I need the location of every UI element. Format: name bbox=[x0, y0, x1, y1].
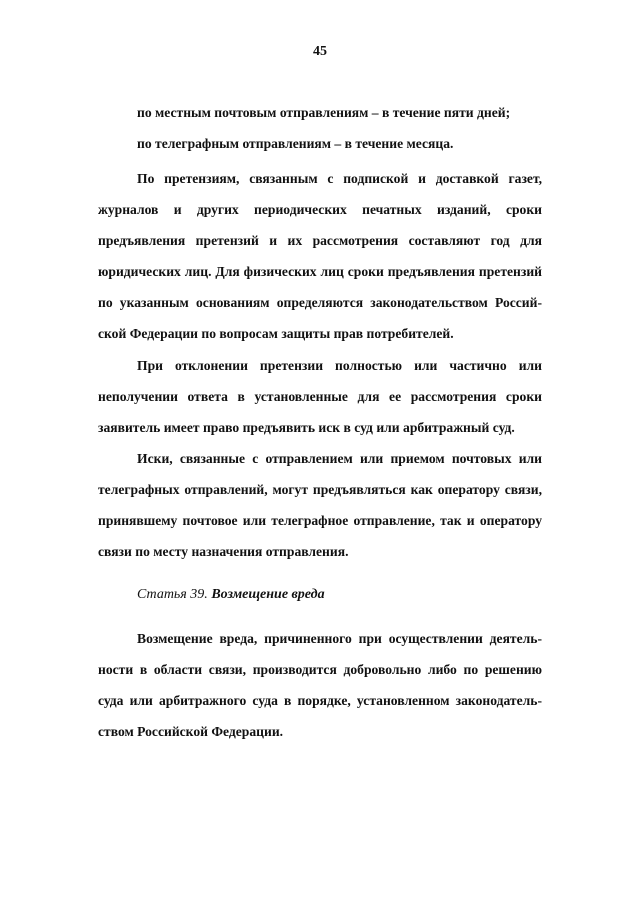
article-number: Статья 39. bbox=[137, 587, 208, 602]
paragraph-claim-rejection bbox=[98, 350, 542, 443]
text-line: заявитель имеет право предъявить иск в суд или арбитражный суд. bbox=[98, 420, 515, 435]
text-line: по местным почтовым отправлениям – в течение пяти дней; bbox=[137, 105, 511, 120]
text-line: юридических лиц. Для физических лиц сроки предъявления претензий bbox=[98, 264, 542, 279]
page-number: 45 bbox=[313, 44, 327, 59]
text-line: по указанным основаниям определяются законодательством Россий- bbox=[98, 295, 542, 310]
text-line: ской Федерации по вопросам защиты прав потребителей. bbox=[98, 326, 454, 341]
text-line: При отклонении претензии полностью или частично или bbox=[137, 358, 542, 373]
text-line: принявшему почтовое или телеграфное отправление, так и оператору bbox=[98, 513, 542, 528]
text-line: телеграфных отправлений, могут предъявляться как оператору связи, bbox=[98, 482, 542, 497]
text-line: предъявления претензий и их рассмотрения составляют год для bbox=[98, 233, 542, 248]
paragraph-damage-compensation bbox=[98, 623, 542, 747]
postal-terms-lines bbox=[137, 97, 542, 159]
text-line: журналов и других периодических печатных изданий, сроки bbox=[98, 202, 542, 217]
text-line: Возмещение вреда, причиненного при осуществлении деятель- bbox=[137, 631, 542, 646]
article-title: Возмещение вреда bbox=[211, 587, 325, 602]
paragraph-lawsuits bbox=[98, 443, 542, 567]
text-line: Иски, связанные с отправлением или приемом почтовых или bbox=[137, 451, 542, 466]
text-line: По претензиям, связанным с подпиской и доставкой газет, bbox=[137, 171, 542, 186]
text-line: неполучении ответа в установленные для ее рассмотрения сроки bbox=[98, 389, 542, 404]
text-line: ством Российской Федерации. bbox=[98, 724, 284, 739]
paragraph-subscription-claims bbox=[98, 163, 542, 349]
article-heading bbox=[137, 587, 325, 603]
text-line: связи по месту назначения отправления. bbox=[98, 544, 349, 559]
text-line: суда или арбитражного суда в порядке, установленном законодатель- bbox=[98, 693, 542, 708]
text-line: по телеграфным отправлениям – в течение месяца. bbox=[137, 136, 454, 151]
text-line: ности в области связи, производится добровольно либо по решению bbox=[98, 662, 542, 677]
